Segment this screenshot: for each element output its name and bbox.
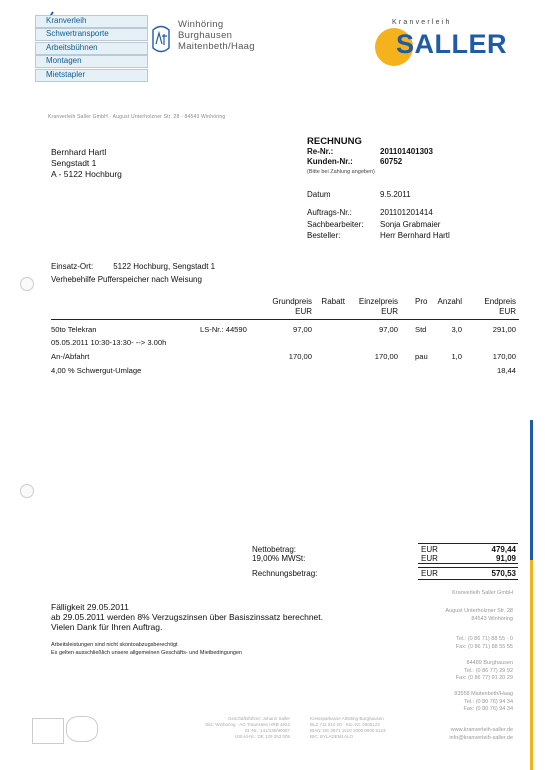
auftrags-nr-value: 201101201414 [380,208,433,217]
payment-note: (Bitte bei Zahlung angeben) [307,169,375,175]
punch-hole [20,277,34,291]
recipient-street: Sengstadt 1 [51,158,97,168]
contact-company: Kranverleih Saller GmbH [452,590,513,596]
row-endpreis: 18,44 [496,366,516,375]
row-grundpreis: 97,00 [292,325,312,334]
certification-logo-icon [32,718,64,744]
datum-value: 9.5.2011 [380,190,411,199]
netto-value: 479,44 [491,545,516,554]
bank-details: Kreissparkasse Altötting-Burghausen BLZ 711 510 20 · Kto.-Nr. 0005123 IBAN: DE 0571 1510 2000 0000 5123 BIC: BYLADEM1ALO [310,716,386,739]
table-header-rule [51,319,519,320]
row-desc: 05.05.2011 10:30-13:30- --> 3.00h [51,338,167,347]
col-rabatt: Rabatt [321,297,345,306]
site-label: Einsatz-Ort: [51,262,94,271]
col-einzelpreis: Einzelpreis EUR [358,297,398,316]
row-desc: 4,00 % Schwergut-Umlage [51,366,142,375]
re-nr-value: 201101401303 [380,147,433,156]
kunden-nr-value: 60752 [380,157,403,166]
rechnung-value: 570,53 [491,569,516,578]
mwst-value: 91,09 [495,554,516,563]
contact-web: www.kranverleih-saller.de info@kranverleih-saller.de [449,727,513,741]
kunden-nr-label: Kunden-Nr.: [307,157,353,166]
service-item: Kranverleih [35,15,148,28]
auftrags-nr-label: Auftrags-Nr.: [307,208,352,217]
contact-maitenbeth: 83558 Maitenbeth/Haag Tel.: (0 80 76) 94 34 Fax: (0 80 76) 94 34 [454,691,513,713]
logo-subtitle: Kranverleih [392,19,452,26]
besteller-value: Herr Bernhard Hartl [380,231,450,240]
mwst-label: 19,00% MWSt: [252,554,306,563]
row-desc: 50to Telekran [51,325,97,334]
site-value: 5122 Hochburg, Sengstadt 1 [113,262,216,271]
site-block [51,260,215,286]
town-name: Maitenbeth/Haag [178,41,255,52]
thanks-note: Vielen Dank für Ihren Auftrag. [51,622,163,632]
datum-label: Datum [307,190,331,199]
row-einzelpreis: 170,00 [374,352,398,361]
row-desc: An-/Abfahrt [51,352,90,361]
terms-small: Arbeitsleistungen sind nicht skontoabzugsberechtigt Es gelten ausschließlich unsere allgemeinen Geschäfts- und Mietbedingungen [51,642,243,656]
row-ls: LS-Nr.: 44590 [200,325,247,334]
re-nr-label: Re-Nr.: [307,147,334,156]
recipient-name: Bernhard Hartl [51,147,107,157]
row-pro: Std [415,325,427,334]
contact-phone: Tel.: (0 86 71) 88 55 - 0 Fax: (0 86 71) 88 55 55 [455,636,513,650]
row-endpreis: 170,00 [492,352,516,361]
row-endpreis: 291,00 [492,325,516,334]
service-item: Arbeitsbühnen [35,42,148,55]
invoice-title: RECHNUNG [307,136,362,147]
besteller-label: Besteller: [307,231,341,240]
rechnung-label: Rechnungsbetrag: [252,569,318,578]
row-einzelpreis: 97,00 [378,325,398,334]
sachbearbeiter-label: Sachbearbeiter: [307,220,364,229]
site-description: Verhebehilfe Pufferspeicher nach Weisung [51,275,202,284]
service-list [35,15,148,82]
punch-hole [20,484,34,498]
sachbearbeiter-value: Sonja Grabmaier [380,220,441,229]
currency: EUR [421,569,438,578]
currency: EUR [421,545,438,554]
row-pro: pau [415,352,428,361]
col-endpreis: Endpreis EUR [484,297,516,316]
town-name: Winhöring [178,19,224,30]
logo-wordmark: SALLER [396,29,507,59]
row-anzahl: 3,0 [451,325,462,334]
netto-label: Nettobetrag: [252,545,297,554]
company-register: Geschäftsführer: Johann Saller Sitz: Winhöring · AG Traunstein HRB 4922 St.-Nr.: 141/135/90087 USt-Id-Nr.: DE 129 253 005 [205,716,290,739]
association-logo-icon [66,716,98,742]
contact-burghausen: 84489 Burghausen Tel.: (0 86 77) 29 92 Fax: (0 86 77) 91 20 29 [455,660,513,682]
col-grundpreis: Grundpreis EUR [272,297,312,316]
town-name: Burghausen [178,30,233,41]
row-grundpreis: 170,00 [288,352,312,361]
crane-emblem-icon [150,24,172,54]
interest-note: ab 29.05.2011 werden 8% Verzugszinsen über Basiszinssatz berechnet. [51,612,324,622]
service-item: Schwertransporte [35,28,148,41]
col-anzahl: Anzahl [437,297,462,306]
recipient-address [51,147,122,180]
sender-line: Kranverleih Saller GmbH · August Unterholzner Str. 28 · 84543 Winhöring [48,114,226,120]
recipient-city: A - 5122 Hochburg [51,169,122,179]
service-item: Montagen [35,55,148,68]
currency: EUR [421,554,438,563]
payment-terms [51,602,323,632]
contact-address: August Unterholzner Str. 28 84543 Winhöring [445,608,513,622]
edge-stripe [530,420,533,770]
service-item: Mietstapler [35,69,148,82]
town-list [178,19,255,52]
row-anzahl: 1,0 [451,352,462,361]
due-date: Fälligkeit 29.05.2011 [51,602,129,612]
col-pro: Pro [415,297,428,306]
